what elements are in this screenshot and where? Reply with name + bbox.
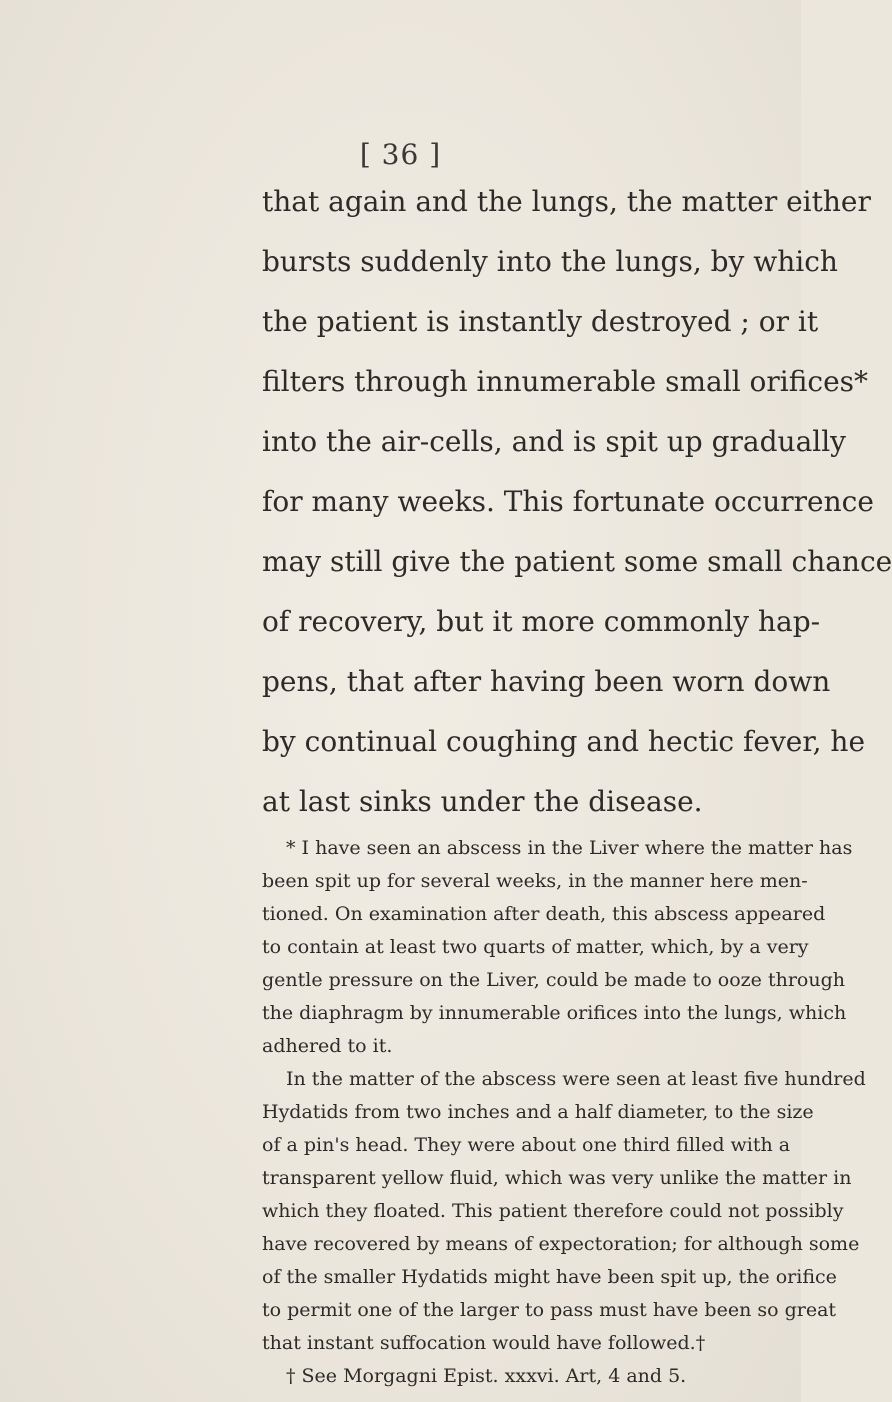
footnote-line: the diaphragm by innumerable orifices into the lungs, which <box>262 1002 847 1024</box>
footnote-line: transparent yellow fluid, which was very unlike the matter in <box>262 1167 852 1189</box>
footnote-line: been spit up for several weeks, in the manner here men- <box>262 870 808 892</box>
footnote-line: of a pin's head. They were about one third filled with a <box>262 1134 791 1156</box>
page-number: [ 36 ] <box>359 138 442 171</box>
footnote-line: adhered to it. <box>262 1035 393 1057</box>
footnote-line: gentle pressure on the Liver, could be made to ooze through <box>262 969 845 991</box>
text-line: bursts suddenly into the lungs, by which <box>262 245 838 278</box>
main-paragraph <box>262 172 892 832</box>
text-line: the patient is instantly destroyed ; or it <box>262 305 819 338</box>
text-line: at last sinks under the disease. <box>262 785 703 818</box>
text-line: into the air-cells, and is spit up gradually <box>262 425 846 458</box>
footnote-line: * I have seen an abscess in the Liver where the matter has <box>286 837 853 859</box>
text-line: filters through innumerable small orifices* <box>262 365 869 398</box>
footnote-line: of the smaller Hydatids might have been spit up, the orifice <box>262 1266 837 1288</box>
text-line: of recovery, but it more commonly hap- <box>262 605 821 638</box>
footnote-line: Hydatids from two inches and a half diameter, to the size <box>262 1101 814 1123</box>
text-line: that again and the lungs, the matter either <box>262 185 871 218</box>
footnote-line: tioned. On examination after death, this abscess appeared <box>262 903 826 925</box>
text-line: pens, that after having been worn down <box>262 665 831 698</box>
text-line: by continual coughing and hectic fever, he <box>262 725 866 758</box>
footnotes <box>262 832 866 1393</box>
footnote-line: to contain at least two quarts of matter, which, by a very <box>262 936 809 958</box>
text-line: for many weeks. This fortunate occurrence <box>262 485 874 518</box>
footnote-line: to permit one of the larger to pass must have been so great <box>262 1299 837 1321</box>
footnote-line: that instant suffocation would have followed.† <box>262 1332 706 1354</box>
footnote-line: † See Morgagni Epist. xxxvi. Art, 4 and 5. <box>286 1365 687 1387</box>
text-line: may still give the patient some small chance <box>262 545 892 578</box>
footnote-line: which they floated. This patient therefore could not possibly <box>262 1200 844 1222</box>
footnote-line: have recovered by means of expectoration; for although some <box>262 1233 860 1255</box>
footnote-line: In the matter of the abscess were seen at least five hundred <box>286 1068 866 1090</box>
